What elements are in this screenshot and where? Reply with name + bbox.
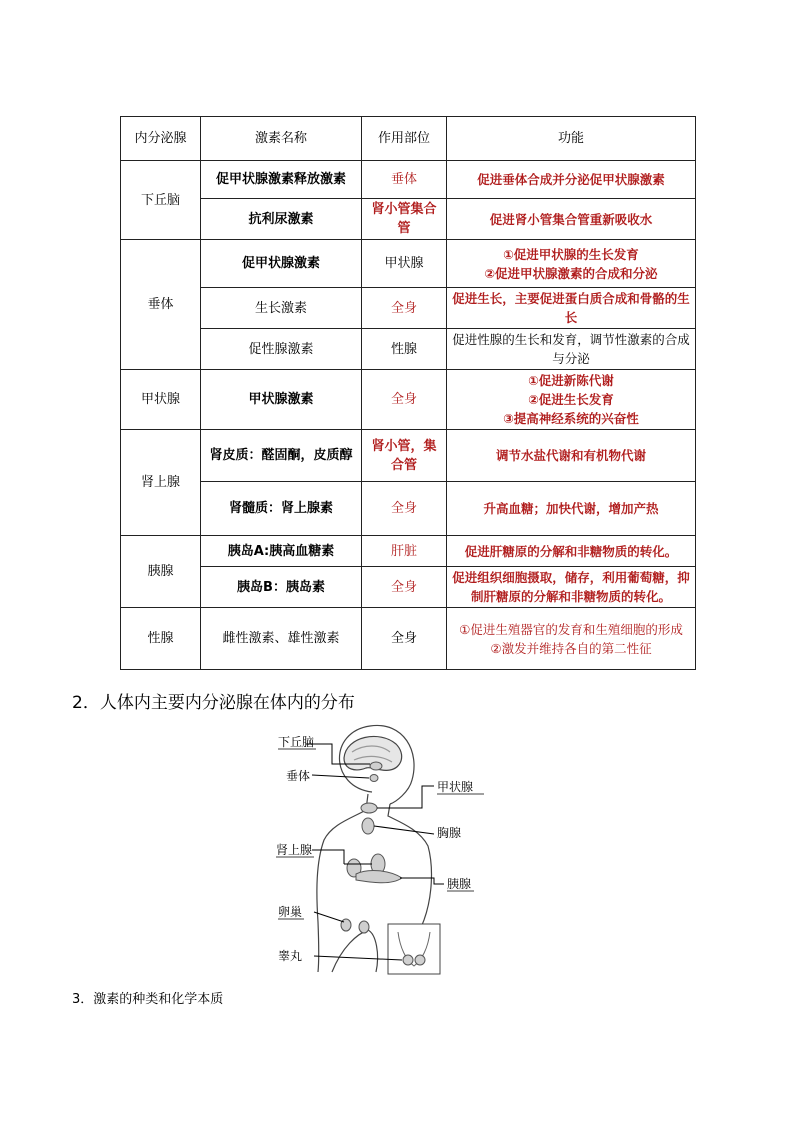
function-cell: [447, 608, 696, 670]
site-cell: 全身: [362, 567, 447, 608]
label-ovary: 卵巢: [278, 905, 303, 919]
table-row: [121, 288, 696, 329]
function-cell: 促进肾小管集合管重新吸收水: [447, 199, 696, 240]
gland-cell: 胰腺: [121, 536, 201, 608]
function-line: ②促进生长发育: [528, 392, 614, 407]
hormone-cell: 促甲状腺激素释放激素: [201, 161, 362, 199]
gland-cell: 下丘脑: [121, 161, 201, 240]
site-cell: 全身: [362, 370, 447, 430]
function-cell: 促进性腺的生长和发育，调节性激素的合成与分泌: [447, 329, 696, 370]
hormone-cell: 抗利尿激素: [201, 199, 362, 240]
site-cell: 甲状腺: [362, 240, 447, 288]
label-thyroid: 甲状腺: [437, 780, 474, 794]
function-cell: 促进生长，主要促进蛋白质合成和骨骼的生长: [447, 288, 696, 329]
table-row: [121, 536, 696, 567]
gland-cell: 垂体: [121, 240, 201, 370]
function-cell: 促进肝糖原的分解和非糖物质的转化。: [447, 536, 696, 567]
header-function: 功能: [447, 117, 696, 161]
site-cell: 肾小管，集合管: [362, 430, 447, 482]
function-cell: 升高血糖；加快代谢，增加产热: [447, 482, 696, 536]
function-line: ②激发并维持各自的第二性征: [490, 640, 652, 656]
hormone-cell: 促性腺激素: [201, 329, 362, 370]
site-cell: 肝脏: [362, 536, 447, 567]
hormone-cell: 肾皮质：醛固酮，皮质醇: [201, 430, 362, 482]
thymus-shape: [362, 818, 374, 834]
testis-left-shape: [403, 955, 413, 965]
site-cell: 性腺: [362, 329, 447, 370]
function-line: ①促进新陈代谢: [528, 373, 614, 388]
hormone-cell: 胰岛A:胰高血糖素: [201, 536, 362, 567]
site-cell: 肾小管集合管: [362, 199, 447, 240]
function-line: ①促进甲状腺的生长发育: [503, 246, 639, 262]
testis-inset: [388, 924, 440, 974]
label-pituitary: 垂体: [286, 769, 311, 783]
label-testis: 睾丸: [278, 949, 303, 963]
table-row: [121, 370, 696, 430]
table-row: [121, 199, 696, 240]
pancreas-shape: [356, 871, 402, 883]
site-cell: 垂体: [362, 161, 447, 199]
table-row: [121, 430, 696, 482]
gland-shapes: [341, 762, 402, 933]
function-cell: 促进组织细胞摄取，储存，利用葡萄糖，抑制肝糖原的分解和非糖物质的转化。: [447, 567, 696, 608]
gland-cell: 肾上腺: [121, 430, 201, 536]
ovary-right-shape: [359, 921, 369, 933]
function-line: ③提高神经系统的兴奋性: [503, 411, 639, 426]
table-row: [121, 567, 696, 608]
hormone-cell: 促甲状腺激素: [201, 240, 362, 288]
hormone-cell: 肾髓质：肾上腺素: [201, 482, 362, 536]
ovary-left-shape: [341, 919, 351, 931]
site-cell: 全身: [362, 288, 447, 329]
hormone-cell: 甲状腺激素: [201, 370, 362, 430]
table-row: [121, 482, 696, 536]
pituitary-shape: [370, 775, 378, 782]
endocrine-diagram: [272, 722, 522, 977]
label-pancreas: 胰腺: [447, 877, 472, 891]
table-row: [121, 329, 696, 370]
function-cell: [447, 370, 696, 430]
table-row: [121, 608, 696, 670]
function-line: ②促进甲状腺激素的合成和分泌: [484, 265, 658, 281]
header-gland: 内分泌腺: [121, 117, 201, 161]
hormone-table: [120, 116, 696, 670]
hormone-cell: 生长激素: [201, 288, 362, 329]
function-line: ①促进生殖器官的发育和生殖细胞的形成: [459, 621, 683, 637]
hormone-cell: 雌性激素、雄性激素: [201, 608, 362, 670]
header-site: 作用部位: [362, 117, 447, 161]
testis-right-shape: [415, 955, 425, 965]
label-adrenal: 肾上腺: [276, 843, 313, 857]
section-heading: 2．人体内主要内分泌腺在体内的分布: [72, 693, 355, 713]
function-cell: 调节水盐代谢和有机物代谢: [447, 430, 696, 482]
thyroid-shape: [361, 803, 377, 813]
hypothalamus-shape: [370, 762, 382, 770]
table-row: [121, 161, 696, 199]
function-cell: 促进垂体合成并分泌促甲状腺激素: [447, 161, 696, 199]
label-hypothalamus: 下丘脑: [278, 735, 315, 749]
hormone-cell: 胰岛B：胰岛素: [201, 567, 362, 608]
site-cell: 全身: [362, 608, 447, 670]
label-thymus: 胸腺: [437, 826, 462, 840]
gland-cell: 性腺: [121, 608, 201, 670]
section-heading: 3．激素的种类和化学本质: [72, 992, 224, 1007]
site-cell: 全身: [362, 482, 447, 536]
function-cell: [447, 240, 696, 288]
table-row: [121, 240, 696, 288]
header-hormone: 激素名称: [201, 117, 362, 161]
gland-cell: 甲状腺: [121, 370, 201, 430]
table-header-row: [121, 117, 696, 161]
